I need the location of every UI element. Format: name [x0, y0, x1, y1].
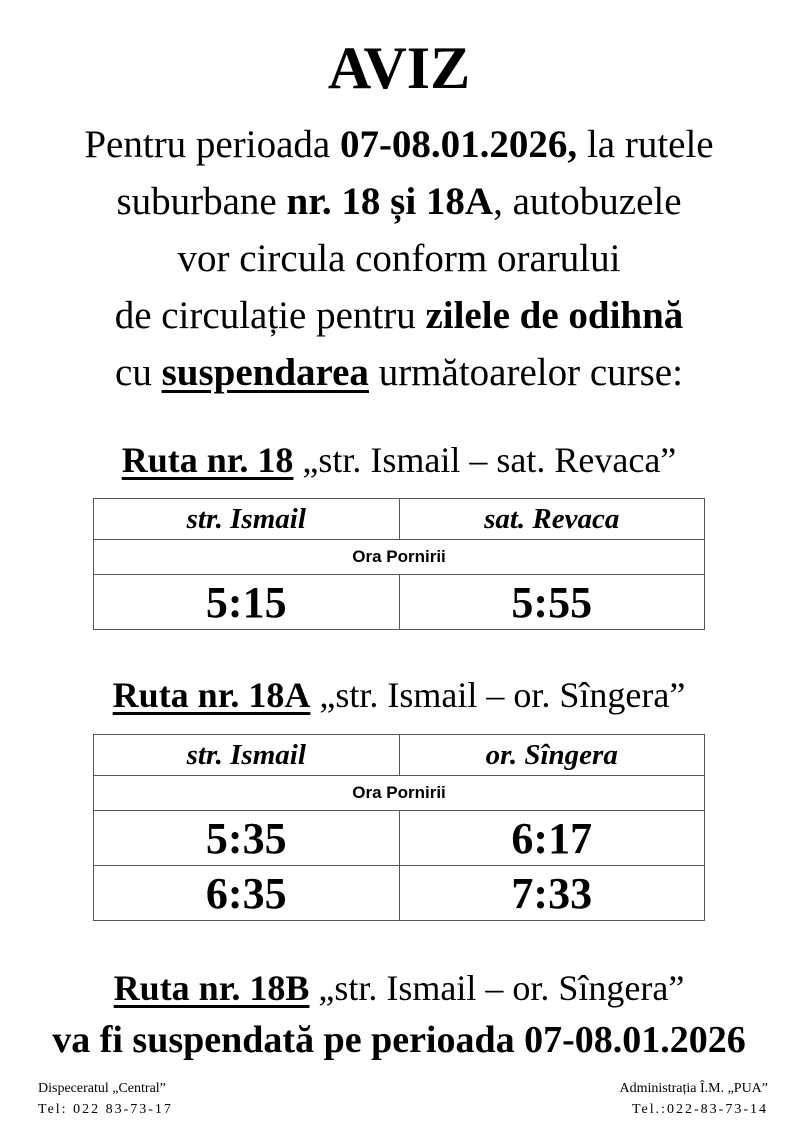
- notice-title: AVIZ: [327, 35, 471, 101]
- route-label: Ruta nr. 18B: [113, 968, 310, 1008]
- intro-line-1: [0, 116, 798, 173]
- route-label: Ruta nr. 18: [121, 440, 294, 480]
- route-18b-heading: [0, 962, 798, 1014]
- table-header-row: [94, 499, 705, 540]
- footer-administration: [619, 1078, 768, 1120]
- intro-text: la rutele: [577, 123, 714, 166]
- route-label: Ruta nr. 18A: [112, 675, 311, 715]
- dispatch-name: Dispeceratul „Central”: [38, 1081, 166, 1096]
- stop-column-header: sat. Revaca: [399, 499, 705, 540]
- departure-time-label: Ora Pornirii: [94, 540, 705, 575]
- intro-line-5: [0, 344, 798, 401]
- table-row: [94, 866, 705, 921]
- administration-name: Administrația Î.M. „PUA”: [619, 1081, 768, 1096]
- route-18-heading: [0, 438, 798, 482]
- stop-column-header: or. Sîngera: [399, 735, 705, 776]
- departure-time: 6:35: [94, 866, 400, 921]
- route-18a-heading: [0, 673, 798, 717]
- table-subheader-row: [94, 776, 705, 811]
- departure-time-label: Ora Pornirii: [94, 776, 705, 811]
- intro-rest-days: zilele de odihnă: [425, 294, 684, 337]
- route-description: „str. Ismail – or. Sîngera”: [310, 675, 686, 715]
- suspension-statement: va fi suspendată pe perioada 07-08.01.2026: [52, 1019, 746, 1061]
- intro-paragraph: [0, 116, 798, 401]
- route-description: „str. Ismail – sat. Revaca”: [293, 440, 677, 480]
- footer-dispatch: [38, 1078, 173, 1120]
- route-description: „str. Ismail – or. Sîngera”: [309, 968, 685, 1008]
- intro-line-3: vor circula conform orarului: [177, 237, 621, 280]
- departure-time: 6:17: [399, 811, 705, 866]
- intro-text: Pentru perioada: [84, 123, 340, 166]
- intro-line-2: [0, 173, 798, 230]
- administration-phone: Tel.:022-83-73-14: [631, 1102, 768, 1117]
- dispatch-phone: Tel: 022 83-73-17: [38, 1102, 173, 1117]
- intro-line-4: [0, 287, 798, 344]
- departure-time: 5:55: [399, 575, 705, 630]
- table-row: [94, 811, 705, 866]
- intro-period: 07-08.01.2026,: [339, 123, 578, 166]
- route-18-schedule-table: [93, 498, 705, 630]
- route-18a-schedule-table: [93, 734, 705, 921]
- stop-column-header: str. Ismail: [94, 735, 400, 776]
- table-subheader-row: [94, 540, 705, 575]
- intro-suspension: suspendarea: [161, 351, 369, 394]
- intro-text: , autobuzele: [493, 180, 682, 223]
- departure-time: 5:15: [94, 575, 400, 630]
- stop-column-header: str. Ismail: [94, 499, 400, 540]
- route-18b-notice: [0, 962, 798, 1066]
- intro-text: suburbane: [116, 180, 287, 223]
- intro-text: următoarelor curse:: [368, 351, 683, 394]
- departure-time: 7:33: [399, 866, 705, 921]
- intro-text: cu: [115, 351, 162, 394]
- departure-time: 5:35: [94, 811, 400, 866]
- table-row: [94, 575, 705, 630]
- intro-text: de circulație pentru: [114, 294, 426, 337]
- intro-routes: nr. 18 și 18A: [286, 180, 494, 223]
- table-header-row: [94, 735, 705, 776]
